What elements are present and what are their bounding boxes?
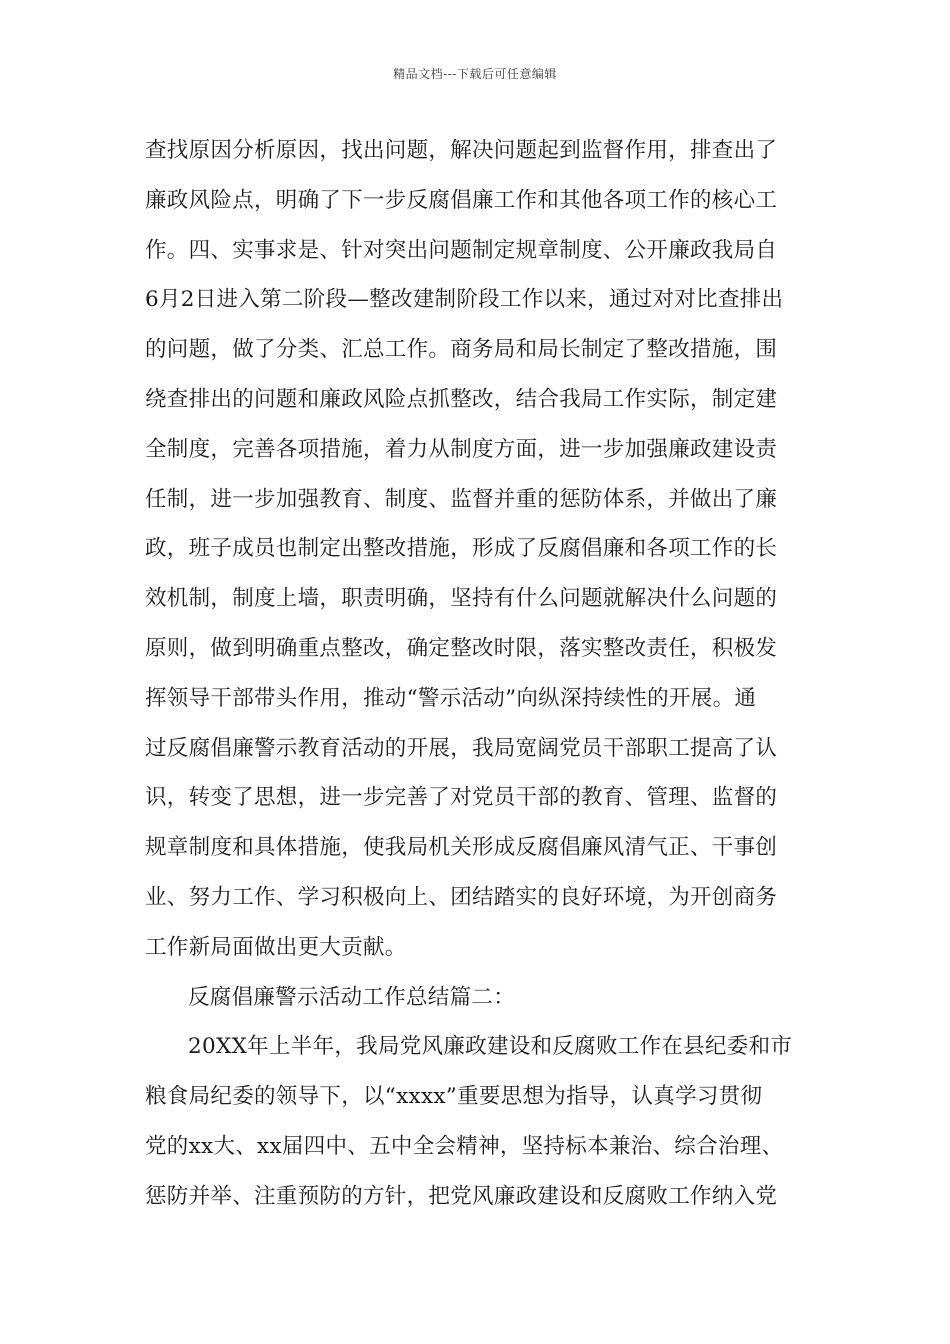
text-line: 全制度，完善各项措施，着力从制度方面，进一步加强廉政建设责	[145, 436, 778, 462]
text-line: 作。四、实事求是、针对突出问题制定规章制度、公开廉政我局自	[145, 237, 778, 263]
text-line: 6月2日进入第二阶段—整改建制阶段工作以来，通过对对比查排出	[145, 287, 784, 313]
text-line: 绕查排出的问题和廉政风险点抓整改，结合我局工作实际，制定建	[145, 386, 778, 412]
text-line: 的问题，做了分类、汇总工作。商务局和局长制定了整改措施，围	[145, 337, 778, 363]
text-line: 原则，做到明确重点整改，确定整改时限，落实整改责任，积极发	[145, 635, 778, 661]
section-heading: 反腐倡廉警示活动工作总结篇二：	[188, 984, 516, 1010]
text-line: 挥领导干部带头作用，推动“警示活动”向纵深持续性的开展。通	[145, 685, 757, 711]
text-line: 粮食局纪委的领导下，以“xxxx”重要思想为指导，认真学习贯彻	[145, 1084, 763, 1110]
text-line: 过反腐倡廉警示教育活动的开展，我局宽阔党员干部职工提高了认	[145, 735, 778, 761]
text-line: 惩防并举、注重预防的方针，把党风廉政建设和反腐败工作纳入党	[145, 1183, 778, 1209]
text-line: 任制，进一步加强教育、制度、监督并重的惩防体系，并做出了廉	[145, 486, 778, 512]
text-line: 党的xx大、xx届四中、五中全会精神，坚持标本兼治、综合治理、	[145, 1133, 784, 1159]
text-line: 工作新局面做出更大贡献。	[145, 934, 407, 960]
text-line: 识，转变了思想，进一步完善了对党员干部的教育、管理、监督的	[145, 785, 778, 811]
text-line: 规章制度和具体措施，使我局机关形成反腐倡廉风清气正、干事创	[145, 835, 778, 861]
text-line: 20XX年上半年，我局党风廉政建设和反腐败工作在县纪委和市	[188, 1034, 793, 1060]
page-header: 精品文档---下载后可任意编辑	[393, 67, 557, 81]
text-line: 业、努力工作、学习积极向上、团结踏实的良好环境，为开创商务	[145, 884, 778, 910]
document-body	[145, 126, 805, 1222]
text-line: 廉政风险点，明确了下一步反腐倡廉工作和其他各项工作的核心工	[145, 187, 778, 213]
text-line: 政，班子成员也制定出整改措施，形成了反腐倡廉和各项工作的长	[145, 536, 778, 562]
text-line: 效机制，制度上墙，职责明确，坚持有什么问题就解决什么问题的	[145, 586, 778, 612]
text-line: 查找原因分析原因，找出问题，解决问题起到监督作用，排查出了	[145, 138, 778, 163]
